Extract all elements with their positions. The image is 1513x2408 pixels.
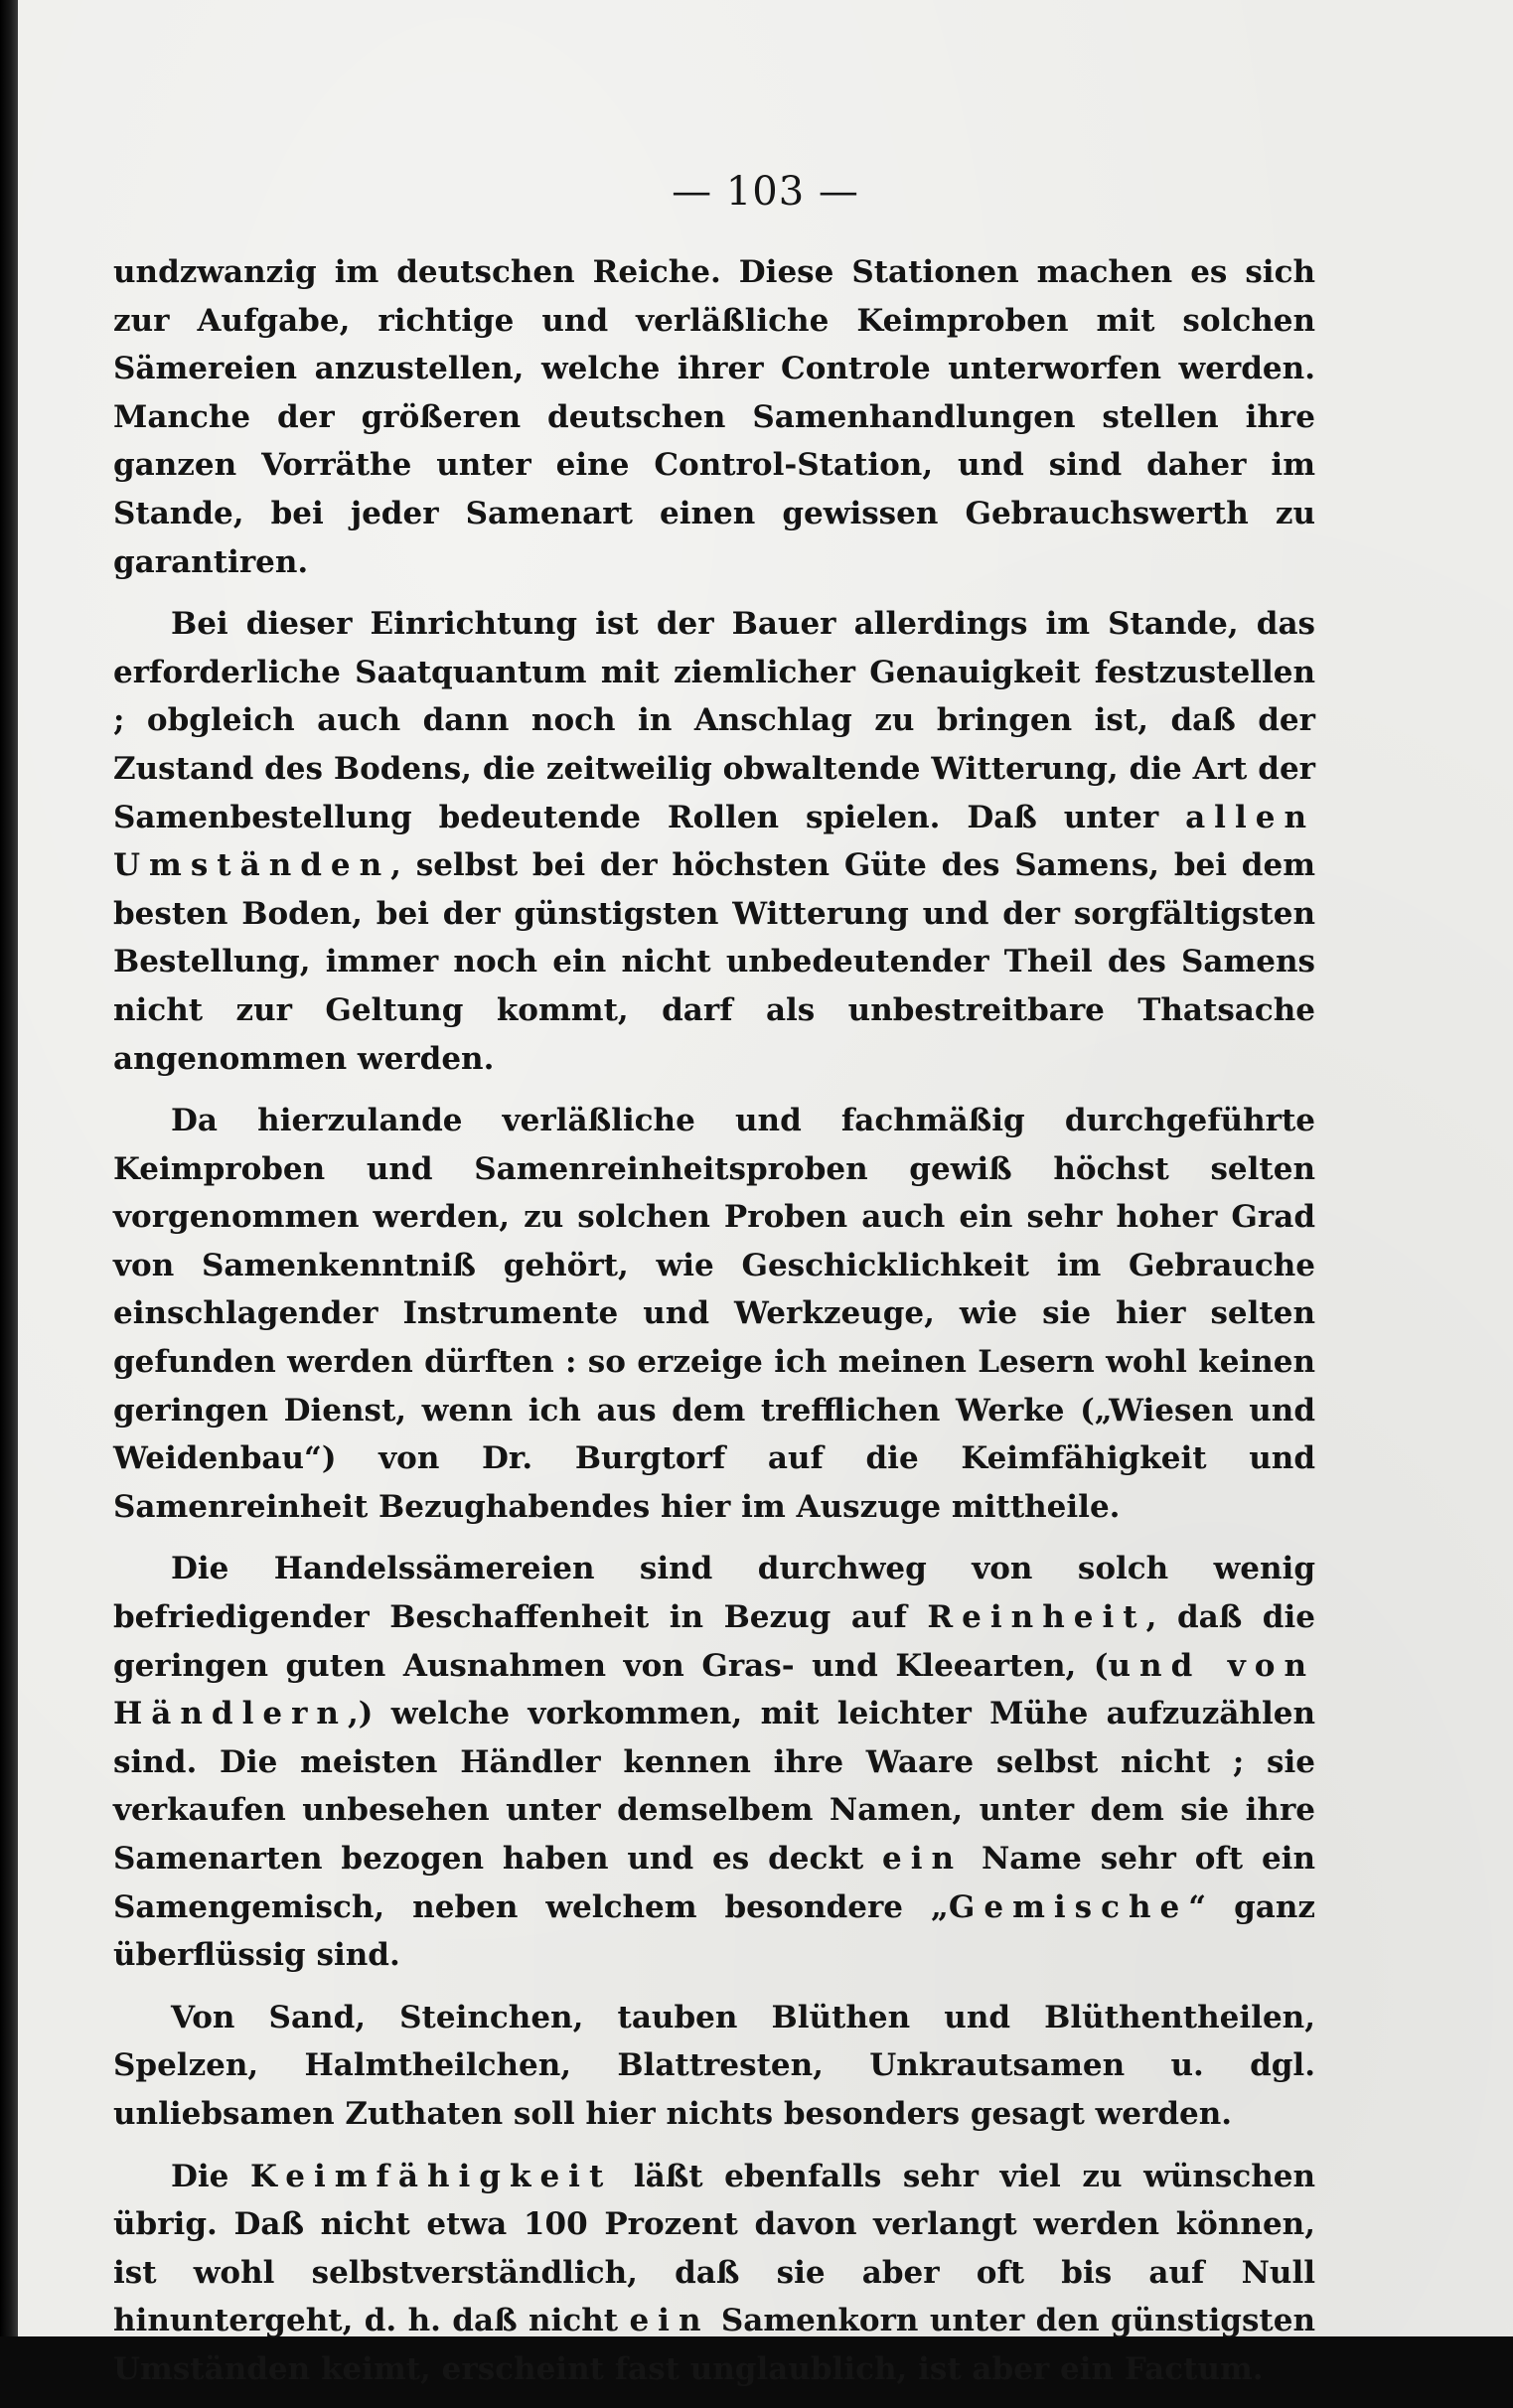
spaced-emphasis: allen Umständen xyxy=(113,799,1315,884)
spaced-emphasis: und von Händlern xyxy=(113,1647,1315,1732)
paragraph xyxy=(113,2153,1315,2394)
paragraph xyxy=(113,1545,1315,1979)
paragraph xyxy=(113,1097,1315,1531)
text-segment: Von Sand, Steinchen, tauben Blüthen und Blüthentheilen, Spelzen, Halmtheilchen, Blattresten, Unkrautsamen u. dgl. unliebsamen Zuthaten soll hier nichts besonders gesagt werden. xyxy=(113,1999,1315,2132)
spaced-emphasis: Gemische xyxy=(948,1888,1189,1925)
paragraph xyxy=(113,600,1315,1083)
scan-border-left xyxy=(0,0,18,2336)
body-text xyxy=(113,248,1315,2408)
spaced-emphasis: Keimfähigkeit xyxy=(249,2158,613,2194)
spaced-emphasis: Reinheit xyxy=(927,1599,1146,1636)
text-segment: ,) welche vorkommen, mit leichter Mühe aufzuzählen sind. Die meisten Händler kennen ihre Waare selbst nicht ; sie verkaufen unbesehen unter demselbem Namen, unter dem sie ihre Samenarten bezogen haben und es deckt xyxy=(113,1696,1315,1877)
text-segment: Die Handelssämereien sind durchweg von solch wenig befriedigender Beschaffenheit in Bezug auf xyxy=(113,1551,1315,1636)
text-segment: , daß die geringen guten Ausnahmen von Gras- und Kleearten, ( xyxy=(113,1599,1315,1684)
text-segment: läßt ebenfalls sehr viel zu wünschen übrig. Daß nicht etwa 100 Prozent davon verlangt werden können, ist wohl selbstverständlich, daß sie aber oft bis auf Null hinuntergeht, d. h. daß nicht xyxy=(113,2158,1315,2339)
paragraph xyxy=(113,248,1315,586)
text-segment: undzwanzig im deutschen Reiche. Diese Stationen machen es sich zur Aufgabe, richtige und verläßliche Keimproben mit solchen Sämereien anzustellen, welche ihrer Controle unterworfen werden. Manche der größeren deutschen Samenhandlungen stellen ihre ganzen Vorräthe unter eine Control-Station, und sind daher im Stande, bei jeder Samenart einen gewissen Gebrauchswerth zu garantiren. xyxy=(113,254,1315,580)
spaced-emphasis: ein xyxy=(882,1841,964,1877)
book-page xyxy=(18,0,1513,2387)
paragraph xyxy=(113,1994,1315,2139)
page-number: — 103 — xyxy=(672,169,859,215)
text-segment: Name sehr oft ein Samengemisch, neben welchem besondere „ xyxy=(113,1841,1315,1925)
text-segment: Die xyxy=(171,2158,250,2194)
text-segment: “ ganz überflüssig sind. xyxy=(113,1888,1315,1974)
spaced-emphasis: ein xyxy=(629,2303,710,2339)
text-segment: Bei dieser Einrichtung ist der Bauer allerdings im Stande, das erforderliche Saatquantum mit ziemlicher Genauigkeit festzustellen ; obgleich auch dann noch in Anschlag zu bringen ist, daß der Zustand des Bodens, die zeitweilig obwaltende Witterung, die Art der Samenbestellung bedeutende Rollen spielen. Daß unter xyxy=(113,606,1315,835)
text-segment: , selbst bei der höchsten Güte des Samens, bei dem besten Boden, bei der günstigsten Witterung und der sorgfältigsten Bestellung, immer noch ein nicht unbedeutender Theil des Samens nicht zur Geltung kommt, darf als unbestreitbare Thatsache angenommen werden. xyxy=(113,847,1315,1077)
text-segment: Da hierzulande verläßliche und fachmäßig durchgeführte Keimproben und Samenreinheitsproben gewiß höchst selten vorgenommen werden, zu solchen Proben auch ein sehr hoher Grad von Samenkenntniß gehört, wie Geschicklichkeit im Gebrauche einschlagender Instrumente und Werkzeuge, wie sie hier selten gefunden werden dürften : so erzeige ich meinen Lesern wohl keinen geringen Dienst, wenn ich aus dem trefflichen Werke („Wiesen und Weidenbau“) von Dr. Burgtorf auf die Keimfähigkeit und Samenreinheit Bezughabendes hier im Auszuge mittheile. xyxy=(113,1103,1315,1525)
text-segment: Samenkorn unter den günstigsten Umständen keimt, erscheint fast unglaublich, ist aber ein Factum. xyxy=(113,2303,1316,2387)
